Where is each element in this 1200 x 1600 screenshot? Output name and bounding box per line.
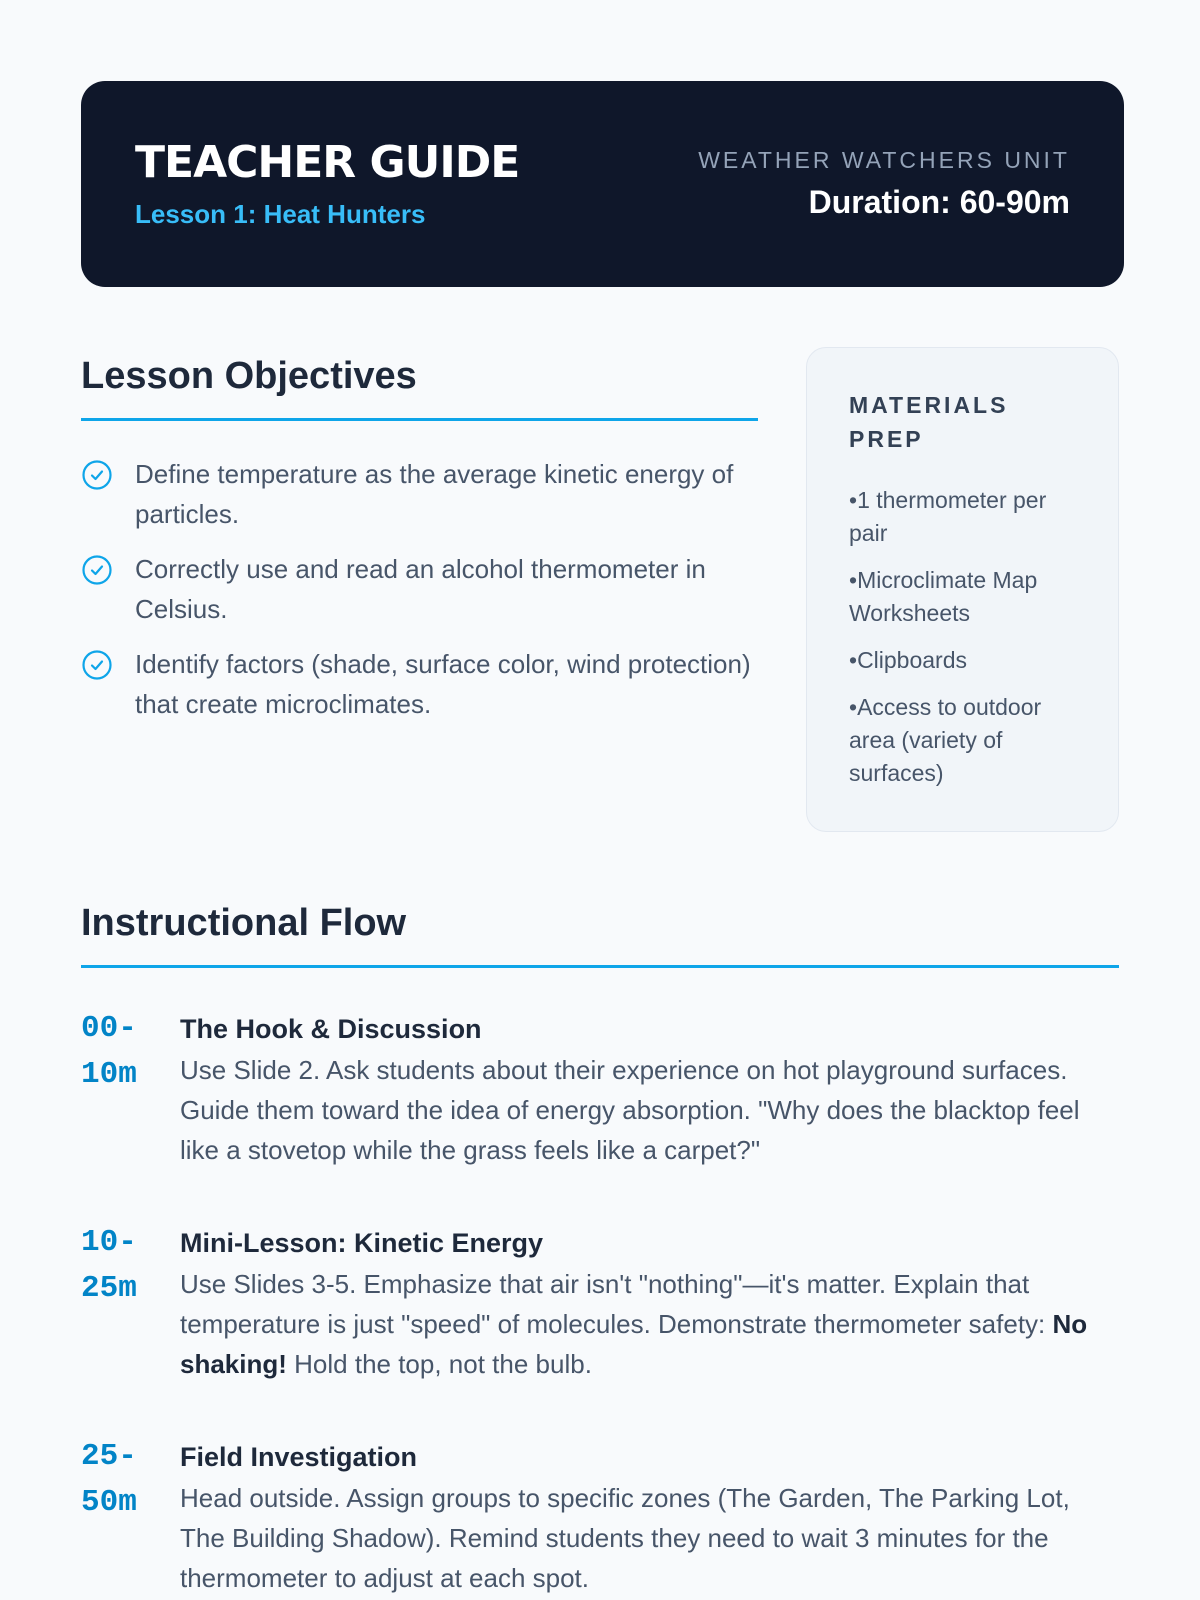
step-description: Use Slide 2. Ask students about their experience on hot playground surfaces. Guide them toward the idea of energy absorption. "Why does the blacktop feel like a stovetop while the grass feels like a carpet?" (180, 1055, 1080, 1165)
step-body (180, 1440, 1119, 1598)
objective-item (81, 554, 758, 629)
step-body (180, 1012, 1119, 1170)
objective-item (81, 459, 758, 534)
materials-heading: MATERIALS PREP (849, 392, 1009, 452)
materials-prep-card (806, 347, 1119, 832)
objective-text: Define temperature as the average kinetic energy of particles. (135, 459, 734, 529)
duration-label: Duration: 60-90m (808, 184, 1070, 220)
header-title-group (135, 136, 520, 230)
guide-title: TEACHER GUIDE (135, 136, 520, 188)
objectives-materials-row (81, 355, 1119, 832)
flow-step (81, 1440, 1119, 1598)
step-description: Head outside. Assign groups to specific zones (The Garden, The Parking Lot, The Building Shadow). Remind students they need to wait 3 minutes for the thermometer to adjust at each spot. (180, 1483, 1070, 1593)
step-description-text: Use Slides 3-5. Emphasize that air isn't "nothing"—it's matter. Explain that temperature is just "speed" of molecules. Demonstrate thermometer safety: (180, 1269, 1053, 1339)
flow-step (81, 1012, 1119, 1170)
material-item: • Access to outdoor area (variety of surfaces) (849, 691, 1078, 790)
header-meta (698, 147, 1070, 221)
step-body (180, 1226, 1119, 1384)
flow-steps (81, 1012, 1119, 1598)
material-item: • 1 thermometer per pair (849, 484, 1078, 550)
step-time: 25-50m (81, 1439, 137, 1520)
flow-step (81, 1226, 1119, 1384)
check-circle-icon (81, 649, 113, 681)
unit-label: WEATHER WATCHERS UNIT (698, 147, 1070, 173)
safety-warning: No shaking! (180, 1309, 1088, 1379)
objectives-list (81, 459, 758, 724)
step-time: 10-25m (81, 1225, 137, 1306)
materials-list (849, 484, 1078, 790)
objectives-heading: Lesson Objectives (81, 355, 758, 421)
step-description-text: Hold the top, not the bulb. (286, 1349, 592, 1379)
objective-text: Correctly use and read an alcohol thermometer in Celsius. (135, 554, 706, 624)
objectives-section (81, 355, 758, 832)
step-title: The Hook & Discussion (180, 1014, 482, 1044)
lesson-subtitle: Lesson 1: Heat Hunters (135, 198, 426, 229)
instructional-flow-section (81, 902, 1119, 1598)
objective-text: Identify factors (shade, surface color, wind protection) that create microclimates. (135, 649, 751, 719)
material-item: • Clipboards (849, 644, 1078, 677)
header-banner (81, 81, 1124, 287)
step-time: 00-10m (81, 1011, 137, 1092)
flow-heading: Instructional Flow (81, 902, 1119, 968)
objective-item (81, 649, 758, 724)
step-title: Field Investigation (180, 1442, 418, 1472)
check-circle-icon (81, 459, 113, 491)
material-item: • Microclimate Map Worksheets (849, 564, 1078, 630)
step-title: Mini-Lesson: Kinetic Energy (180, 1228, 544, 1258)
step-description (180, 1264, 1119, 1384)
check-circle-icon (81, 554, 113, 586)
